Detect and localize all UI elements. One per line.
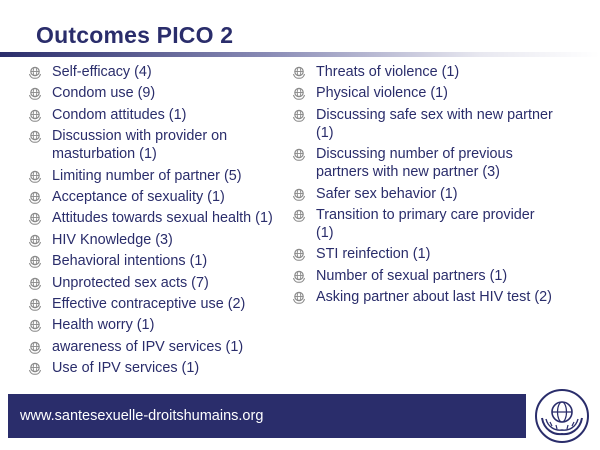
list-item	[28, 316, 290, 334]
globe-bullet-icon	[28, 169, 42, 183]
globe-bullet-icon	[292, 86, 306, 100]
list-item	[292, 63, 554, 81]
list-item-text: Discussing number of previous partners with new partner (3)	[316, 146, 513, 181]
right-bullet-list	[292, 63, 554, 310]
globe-bullet-icon	[28, 190, 42, 204]
list-item-text: Behavioral intentions (1)	[52, 253, 208, 270]
globe-bullet-icon	[292, 65, 306, 79]
list-item	[28, 209, 290, 227]
list-item-text: Discussion with provider on masturbation (1)	[52, 128, 228, 163]
globe-bullet-icon	[292, 290, 306, 304]
list-item-text: Self-efficacy (4)	[52, 64, 152, 80]
list-item-text: Unprotected sex acts (7)	[52, 274, 209, 291]
list-item	[28, 127, 290, 163]
globe-bullet-icon	[28, 297, 42, 311]
globe-bullet-icon	[292, 147, 306, 161]
list-item	[28, 252, 290, 270]
footer-url[interactable]: www.santesexuelle-droitshumains.org	[20, 408, 264, 424]
list-item	[292, 145, 554, 181]
footer-bar	[8, 394, 526, 438]
list-item-text: Number of sexual partners (1)	[316, 267, 508, 284]
globe-bullet-icon	[28, 211, 42, 225]
list-item-text: Health worry (1)	[52, 317, 155, 334]
list-item-text: Physical violence (1)	[316, 85, 448, 102]
list-item	[292, 288, 554, 306]
globe-bullet-icon	[28, 86, 42, 100]
list-item	[28, 106, 290, 124]
list-item-text: Condom use (9)	[52, 85, 156, 102]
list-item-text: STI reinfection (1)	[316, 246, 431, 263]
globe-bullet-icon	[28, 254, 42, 268]
left-bullet-list	[28, 63, 290, 380]
globe-bullet-icon	[28, 340, 42, 354]
list-item	[292, 106, 554, 142]
list-item-text: awareness of IPV services (1)	[52, 338, 244, 355]
list-item	[28, 359, 290, 377]
hands-globe-logo-icon	[534, 388, 590, 444]
globe-bullet-icon	[28, 318, 42, 332]
globe-bullet-icon	[292, 108, 306, 122]
list-item-text: Effective contraceptive use (2)	[52, 295, 246, 312]
list-item	[28, 295, 290, 313]
list-item	[28, 274, 290, 292]
list-item	[292, 267, 554, 285]
list-item-text: Condom attitudes (1)	[52, 106, 187, 123]
list-item-text: Asking partner about last HIV test (2)	[316, 289, 552, 306]
globe-bullet-icon	[292, 208, 306, 222]
globe-bullet-icon	[292, 187, 306, 201]
globe-bullet-icon	[292, 269, 306, 283]
list-item	[28, 188, 290, 206]
globe-bullet-icon	[28, 108, 42, 122]
list-item-text: Use of IPV services (1)	[52, 360, 200, 377]
globe-bullet-icon	[28, 276, 42, 290]
list-item-text: Threats of violence (1)	[316, 64, 460, 80]
globe-bullet-icon	[28, 65, 42, 79]
list-item	[28, 338, 290, 356]
globe-bullet-icon	[28, 129, 42, 143]
list-item	[28, 84, 290, 102]
list-item-text: HIV Knowledge (3)	[52, 231, 173, 248]
list-item-text: Transition to primary care provider (1)	[316, 206, 535, 241]
list-item-text: Discussing safe sex with new partner (1)	[316, 106, 553, 141]
list-item	[28, 167, 290, 185]
list-item-text: Safer sex behavior (1)	[316, 185, 458, 202]
list-item	[292, 84, 554, 102]
title-underline	[0, 52, 600, 57]
list-item	[28, 63, 290, 81]
globe-bullet-icon	[28, 233, 42, 247]
slide-title: Outcomes PICO 2	[36, 22, 234, 48]
list-item	[292, 245, 554, 263]
list-item-text: Acceptance of sexuality (1)	[52, 188, 225, 205]
globe-bullet-icon	[28, 361, 42, 375]
globe-bullet-icon	[292, 247, 306, 261]
list-item	[28, 231, 290, 249]
list-item	[292, 206, 554, 242]
list-item-text: Limiting number of partner (5)	[52, 167, 242, 184]
list-item	[292, 185, 554, 203]
list-item-text: Attitudes towards sexual health (1)	[52, 210, 273, 227]
